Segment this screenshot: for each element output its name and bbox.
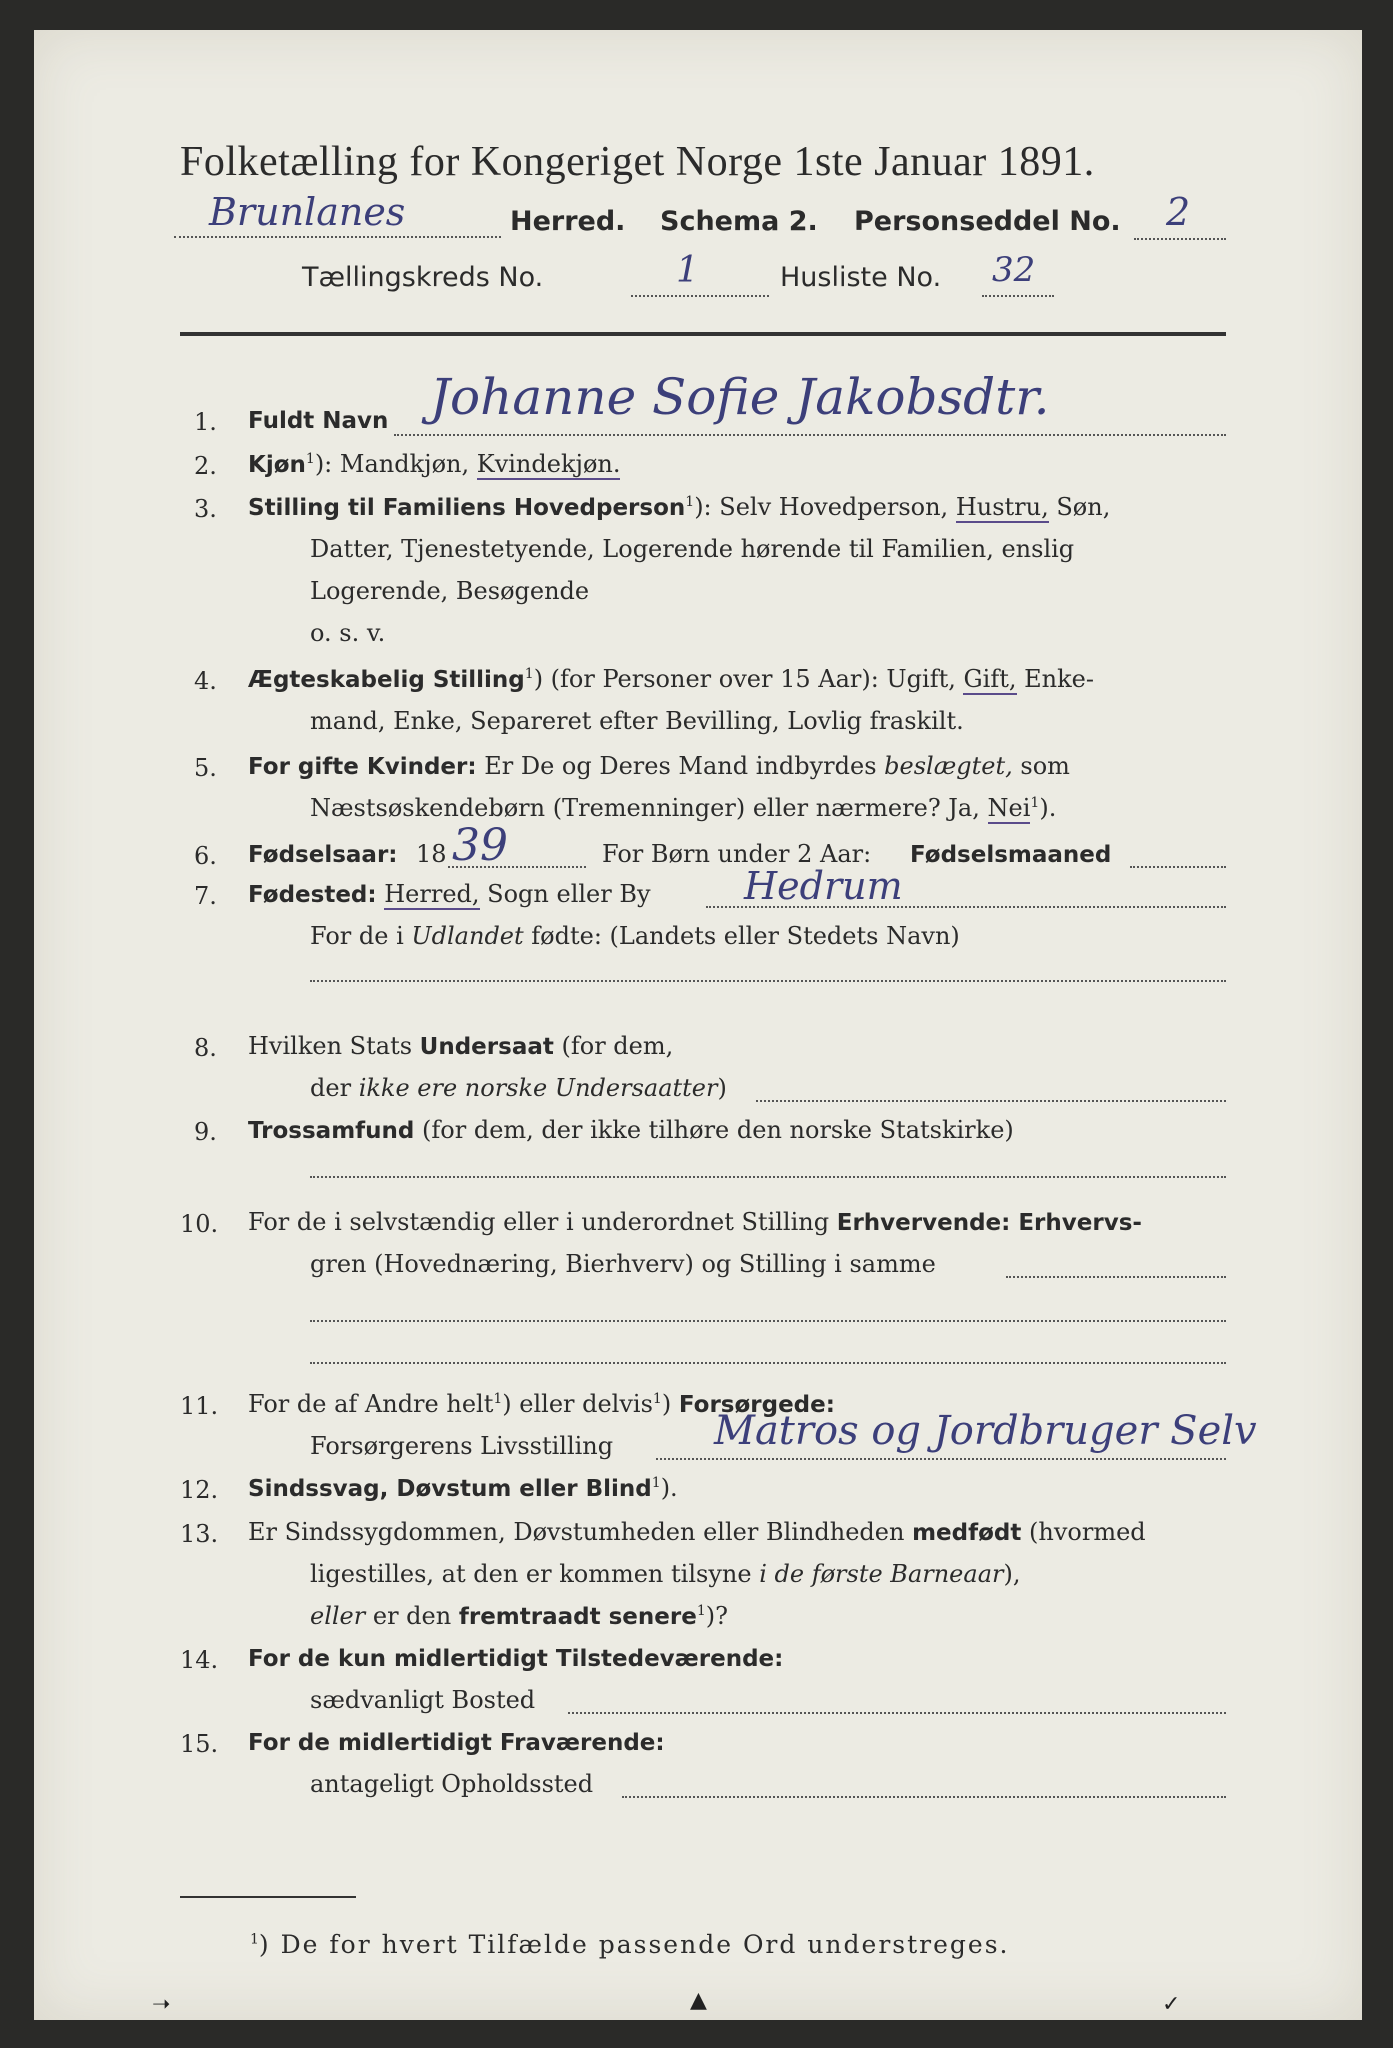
q7-birthplace-value: Hedrum xyxy=(744,864,903,908)
q12-sup: 1 xyxy=(651,1475,661,1491)
header-rule xyxy=(180,332,1226,336)
q4-line2: mand, Enke, Separeret efter Bevilling, Lovlig fraskilt. xyxy=(310,707,964,735)
q13-l2-italic: i de første Barneaar xyxy=(759,1560,1004,1588)
q13-l3b: fremtraadt senere xyxy=(458,1604,697,1630)
q6-prefix: 18 xyxy=(416,840,447,868)
q5-line2 xyxy=(310,794,1056,822)
q15-label: For de midlertidigt Fraværende: xyxy=(248,1730,665,1756)
q3-line3: Logerende, Besøgende xyxy=(310,577,590,605)
q3-end: Søn, xyxy=(1056,493,1111,521)
q9-label: Trossamfund xyxy=(248,1118,415,1144)
q7-extra-dotline xyxy=(310,980,1226,982)
q2-line xyxy=(248,450,620,478)
q13-l3a: er den xyxy=(372,1602,452,1630)
q13-line3 xyxy=(310,1602,728,1630)
q10-extra-dotline-2 xyxy=(310,1362,1226,1364)
q3-line2: Datter, Tjenestetyende, Logerende hørende til Familien, enslig xyxy=(310,535,1075,563)
q3-number: 3. xyxy=(194,495,217,523)
q11-l1a: For de af Andre helt xyxy=(248,1390,494,1418)
q12-number: 12. xyxy=(180,1476,219,1504)
q8-line2 xyxy=(310,1074,727,1102)
q8-l2a: der xyxy=(310,1074,352,1102)
q4-number: 4. xyxy=(194,667,217,695)
q13-line2 xyxy=(310,1560,1020,1588)
q4-label: Ægteskabelig Stilling xyxy=(248,667,525,693)
q3-sup: 1 xyxy=(685,494,695,510)
q3-rest: ): Selv Hovedperson, xyxy=(694,493,949,521)
q14-line2: sædvanligt Bosted xyxy=(310,1686,536,1714)
q5-rest: Er De og Deres Mand indbyrdes xyxy=(484,752,877,780)
q13-number: 13. xyxy=(180,1520,219,1548)
q15-number: 15. xyxy=(180,1730,219,1758)
personseddel-dotline xyxy=(1134,238,1226,240)
kreds-dotline xyxy=(631,295,769,297)
q5-sup: 1 xyxy=(1030,795,1040,811)
q2-selected-option: Kvindekjøn. xyxy=(476,450,621,478)
q6-rest: For Børn under 2 Aar: xyxy=(602,840,872,868)
footnote-sup: 1 xyxy=(250,1931,259,1948)
q13-l2b: ), xyxy=(1003,1560,1021,1588)
footnote-text: ) De for hvert Tilfælde passende Ord understreges. xyxy=(258,1930,1010,1959)
q1-name-value: Johanne Sofie Jakobsdtr. xyxy=(430,368,1050,426)
q10-l1a: For de i selvstændig eller i underordnet Stilling xyxy=(248,1208,830,1236)
q11-l1b: ) eller delvis xyxy=(502,1390,653,1418)
q10-line1 xyxy=(248,1208,1142,1236)
q15-dotline xyxy=(622,1796,1226,1798)
q13-l1a: Er Sindssygdommen, Døvstumheden eller Blindheden xyxy=(248,1518,905,1546)
q8-dotline xyxy=(756,1100,1226,1102)
footnote-rule xyxy=(180,1896,356,1898)
q13-sup: 1 xyxy=(696,1603,706,1619)
q5-italic: beslægtet, xyxy=(884,752,1013,780)
q9-number: 9. xyxy=(194,1118,217,1146)
q8-l2b: ) xyxy=(717,1074,727,1102)
q11-provider-value: Matros og Jordbruger Selv xyxy=(714,1408,1257,1454)
q8-l1b: Undersaat xyxy=(419,1034,554,1060)
q5-line2-text: Næstsøskendebørn (Tremenninger) eller nærmere? Ja, xyxy=(310,794,980,822)
q8-l2-italic: ikke ere norske Undersaatter xyxy=(358,1074,718,1102)
q6-month-dotline xyxy=(1130,866,1226,868)
q3-selected-option: Hustru, xyxy=(955,493,1049,521)
q11-dotline xyxy=(656,1458,1226,1460)
q11-number: 11. xyxy=(180,1392,219,1420)
q1-label: Fuldt Navn xyxy=(248,408,389,434)
q7-rest: Sogn eller By xyxy=(487,880,651,908)
q10-extra-dotline-1 xyxy=(310,1320,1226,1322)
q14-label: For de kun midlertidigt Tilstedeværende: xyxy=(248,1646,784,1672)
q5-number: 5. xyxy=(194,754,217,782)
q9-rest: (for dem, der ikke tilhøre den norske Statskirke) xyxy=(422,1116,1014,1144)
q5-line1 xyxy=(248,752,1070,780)
punch-mark-right: ✓ xyxy=(1162,1992,1181,2017)
q13-l3c: )? xyxy=(705,1602,728,1630)
q13-l1c: (hvormed xyxy=(1029,1518,1146,1546)
q13-l2a: ligestilles, at den er kommen tilsyne xyxy=(310,1560,752,1588)
q7-label: Fødested: xyxy=(248,882,377,908)
q7-l2-italic: Udlandet xyxy=(411,922,524,950)
q4-line1 xyxy=(248,665,1094,693)
personseddel-label: Personseddel No. xyxy=(854,206,1121,237)
q1-number: 1. xyxy=(194,408,217,436)
q10-dotline xyxy=(1006,1276,1226,1278)
q9-dotline xyxy=(310,1176,1226,1178)
q6-label2: Fødselsmaaned xyxy=(910,842,1112,868)
q14-dotline xyxy=(568,1712,1226,1714)
q11-line2: Forsørgerens Livsstilling xyxy=(310,1432,614,1460)
q13-l1b: medfødt xyxy=(912,1520,1022,1546)
punch-mark-left: ➝ xyxy=(152,1992,171,2017)
q4-sup: 1 xyxy=(524,666,534,682)
q5-line2-end: ). xyxy=(1039,794,1057,822)
q13-line1 xyxy=(248,1518,1146,1546)
footnote xyxy=(250,1930,1009,1959)
kreds-value: 1 xyxy=(676,250,699,291)
q4-rest: ) (for Personer over 15 Aar): Ugift, xyxy=(533,665,956,693)
q14-number: 14. xyxy=(180,1646,219,1674)
q7-line1 xyxy=(248,880,651,908)
form-title: Folketælling for Kongeriget Norge 1ste Januar 1891. xyxy=(180,139,1095,185)
q15-line2: antageligt Opholdssted xyxy=(310,1770,594,1798)
q11-sup-2: 1 xyxy=(652,1391,662,1407)
herred-dotline xyxy=(174,236,501,238)
q2-rest: ): Mandkjøn, xyxy=(314,450,470,478)
schema-label: Schema 2. xyxy=(660,206,818,237)
husliste-dotline xyxy=(982,295,1054,297)
q2-label: Kjøn xyxy=(248,452,306,478)
q5-label: For gifte Kvinder: xyxy=(248,754,477,780)
q6-year-value: 39 xyxy=(452,820,508,871)
q2-sup: 1 xyxy=(305,451,315,467)
q3-label: Stilling til Familiens Hovedperson xyxy=(248,495,686,521)
q12-label: Sindssvag, Døvstum eller Blind xyxy=(248,1476,652,1502)
husliste-label: Husliste No. xyxy=(780,262,942,293)
q2-number: 2. xyxy=(194,452,217,480)
q12-end: ). xyxy=(660,1474,678,1502)
q13-l3-italic: eller xyxy=(310,1602,366,1630)
q7-selected-option: Herred, xyxy=(384,880,480,908)
q12-line xyxy=(248,1474,678,1502)
q7-l2a: For de i xyxy=(310,922,404,950)
q7-line2 xyxy=(310,922,960,950)
q1-dotline xyxy=(394,434,1226,436)
q11-sup-1: 1 xyxy=(493,1391,503,1407)
q6-label: Fødselsaar: xyxy=(248,842,398,868)
punch-mark-center: ▲ xyxy=(690,1988,707,2013)
q10-l1b: Erhvervende: Erhvervs- xyxy=(836,1210,1142,1236)
q8-l1c: (for dem, xyxy=(561,1032,674,1060)
census-form xyxy=(34,30,1362,2020)
q3-line4: o. s. v. xyxy=(310,619,386,647)
q6-number: 6. xyxy=(194,842,217,870)
q11-l1d: Forsørgede: xyxy=(678,1392,835,1418)
q5-end: som xyxy=(1020,752,1070,780)
q7-number: 7. xyxy=(194,882,217,910)
herred-label: Herred. xyxy=(510,206,626,237)
q4-end: Enke- xyxy=(1024,665,1094,693)
q4-selected-option: Gift, xyxy=(963,665,1017,693)
q9-line xyxy=(248,1116,1014,1144)
husliste-value: 32 xyxy=(992,250,1036,290)
q3-line1 xyxy=(248,493,1110,521)
q8-l1a: Hvilken Stats xyxy=(248,1032,413,1060)
q10-number: 10. xyxy=(180,1210,219,1238)
q8-line1 xyxy=(248,1032,673,1060)
q7-l2b: fødte: (Landets eller Stedets Navn) xyxy=(531,922,960,950)
herred-value: Brunlanes xyxy=(209,190,406,234)
q8-number: 8. xyxy=(194,1034,217,1062)
q11-l1c: ) xyxy=(661,1390,672,1418)
q10-line2: gren (Hovednæring, Bierhverv) og Stilling i samme xyxy=(310,1250,936,1278)
q5-selected-option: Nei xyxy=(987,794,1031,822)
kreds-label: Tællingskreds No. xyxy=(302,262,544,293)
personseddel-value: 2 xyxy=(1166,190,1191,234)
